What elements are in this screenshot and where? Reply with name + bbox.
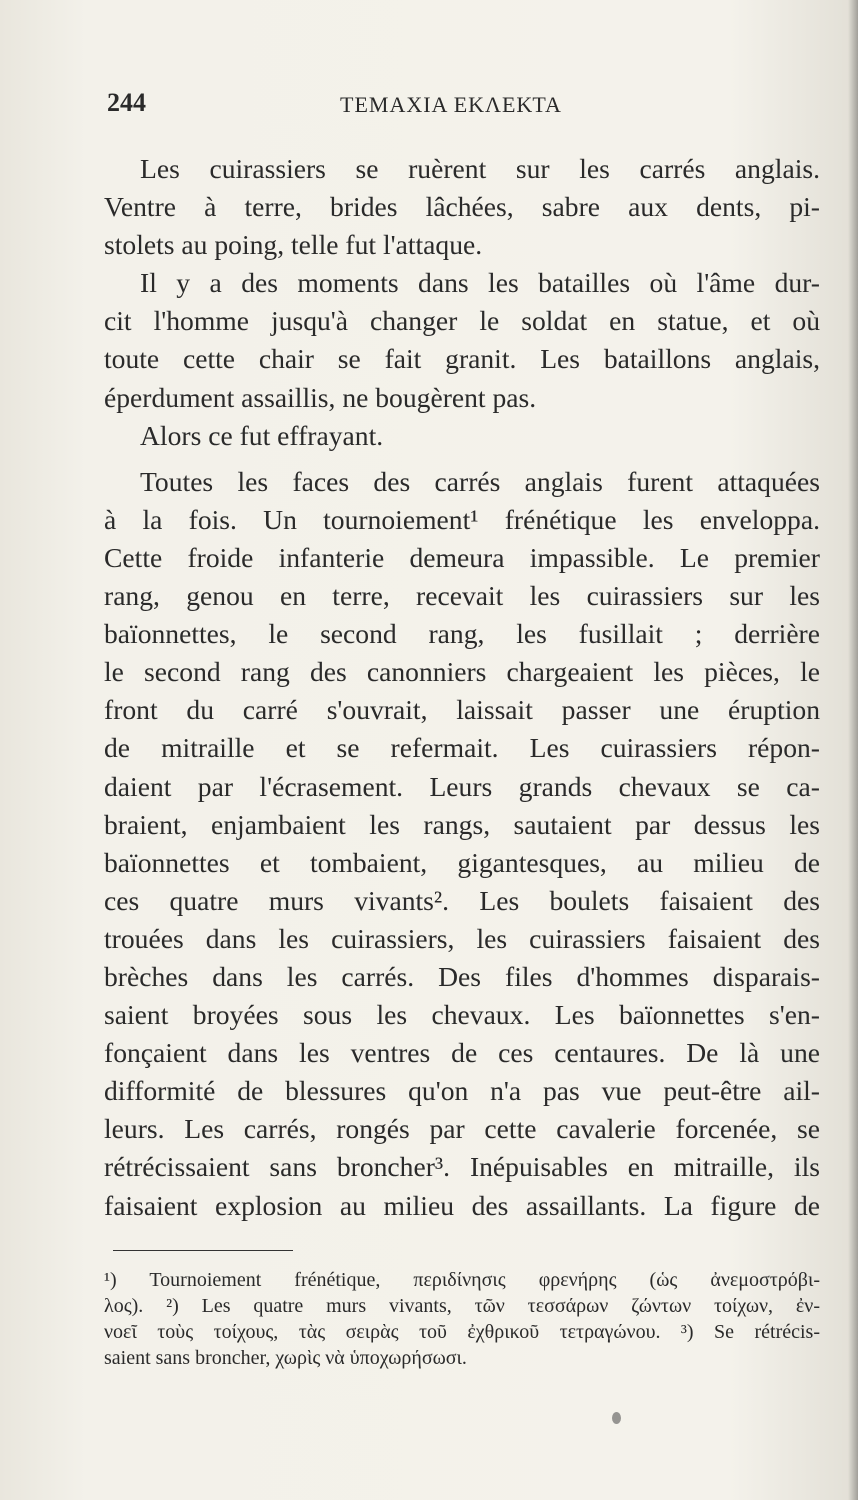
text-line: Il y a des moments dans les batailles où l'âme dur- [140,267,820,299]
page-header [107,88,627,128]
text-line: baïonnettes et tombaient, gigantesques, au milieu de [104,846,820,878]
text-line: brèches dans les carrés. Des files d'hommes disparais- [104,960,820,992]
paragraph-gap [104,455,820,463]
text-line: Toutes les faces des carrés anglais furent attaquées [140,465,820,497]
text-line: rang, genou en terre, recevait les cuirassiers sur les [104,580,820,612]
text-line: ces quatre murs vivants². Les boulets faisaient des [104,884,820,916]
text-line: saient broyées sous les chevaux. Les baïonnettes s'en- [104,999,820,1031]
text-line: Alors ce fut effrayant. [140,419,384,451]
text-line: Ventre à terre, brides lâchées, sabre aux dents, pi- [104,191,820,223]
text-line: leurs. Les carrés, rongés par cette cavalerie forcenée, se [104,1113,820,1145]
running-title: ΤΕΜΑΧΙΑ ΕΚΛΕΚΤΑ [340,92,562,117]
text-line: front du carré s'ouvrait, laissait passer une éruption [104,694,820,726]
footnote-line: λος). ²) Les quatre murs vivants, τῶν τεσσάρων ζώντων τοίχων, ἐν- [104,1295,820,1317]
text-line: Cette froide infanterie demeura impassible. Le premier [104,541,820,573]
footnote-divider [113,1250,293,1251]
text-line: à la fois. Un tournoiement¹ frénétique les enveloppa. [104,503,820,535]
text-line: éperdument assaillis, ne bougèrent pas. [104,381,537,413]
text-line: le second rang des canonniers chargeaient les pièces, le [104,656,820,688]
footnotes [104,1267,820,1371]
text-line: faisaient explosion au milieu des assaillants. La figure de [104,1189,820,1221]
body-text [104,150,820,1225]
text-line: Les cuirassiers se ruèrent sur les carrés anglais. [140,153,820,184]
text-line: toute cette chair se fait granit. Les bataillons anglais, [104,343,820,375]
text-line: daient par l'écrasement. Leurs grands chevaux se ca- [104,770,820,802]
text-line: rétrécissaient sans broncher³. Inépuisables en mitraille, ils [104,1151,820,1183]
footnote-line: ¹) Tournoiement frénétique, περιδίνησις φρενήρης (ὡς ἀνεμοστρόβι- [104,1269,820,1291]
text-line: difformité de blessures qu'on n'a pas vue peut-être ail- [104,1075,820,1107]
ink-spot [612,1412,621,1424]
text-line: cit l'homme jusqu'à changer le soldat en statue, et où [104,305,820,337]
footnote-line: saient sans broncher, χωρὶς νὰ ὑποχωρήσωσι. [104,1347,467,1369]
page-number: 244 [107,88,146,117]
text-line: stolets au poing, telle fut l'attaque. [104,229,483,261]
text-line: trouées dans les cuirassiers, les cuirassiers faisaient des [104,922,820,954]
text-line: baïonnettes, le second rang, les fusillait ; derrière [104,618,820,650]
text-line: braient, enjambaient les rangs, sautaient par dessus les [104,808,820,840]
text-line: fonçaient dans les ventres de ces centaures. De là une [104,1037,820,1069]
text-line: de mitraille et se refermait. Les cuirassiers répon- [104,732,820,764]
footnote-line: νοεῖ τοὺς τοίχους, τὰς σειρὰς τοῦ ἐχθρικοῦ τετραγώνου. ³) Se rétrécis- [104,1321,820,1343]
